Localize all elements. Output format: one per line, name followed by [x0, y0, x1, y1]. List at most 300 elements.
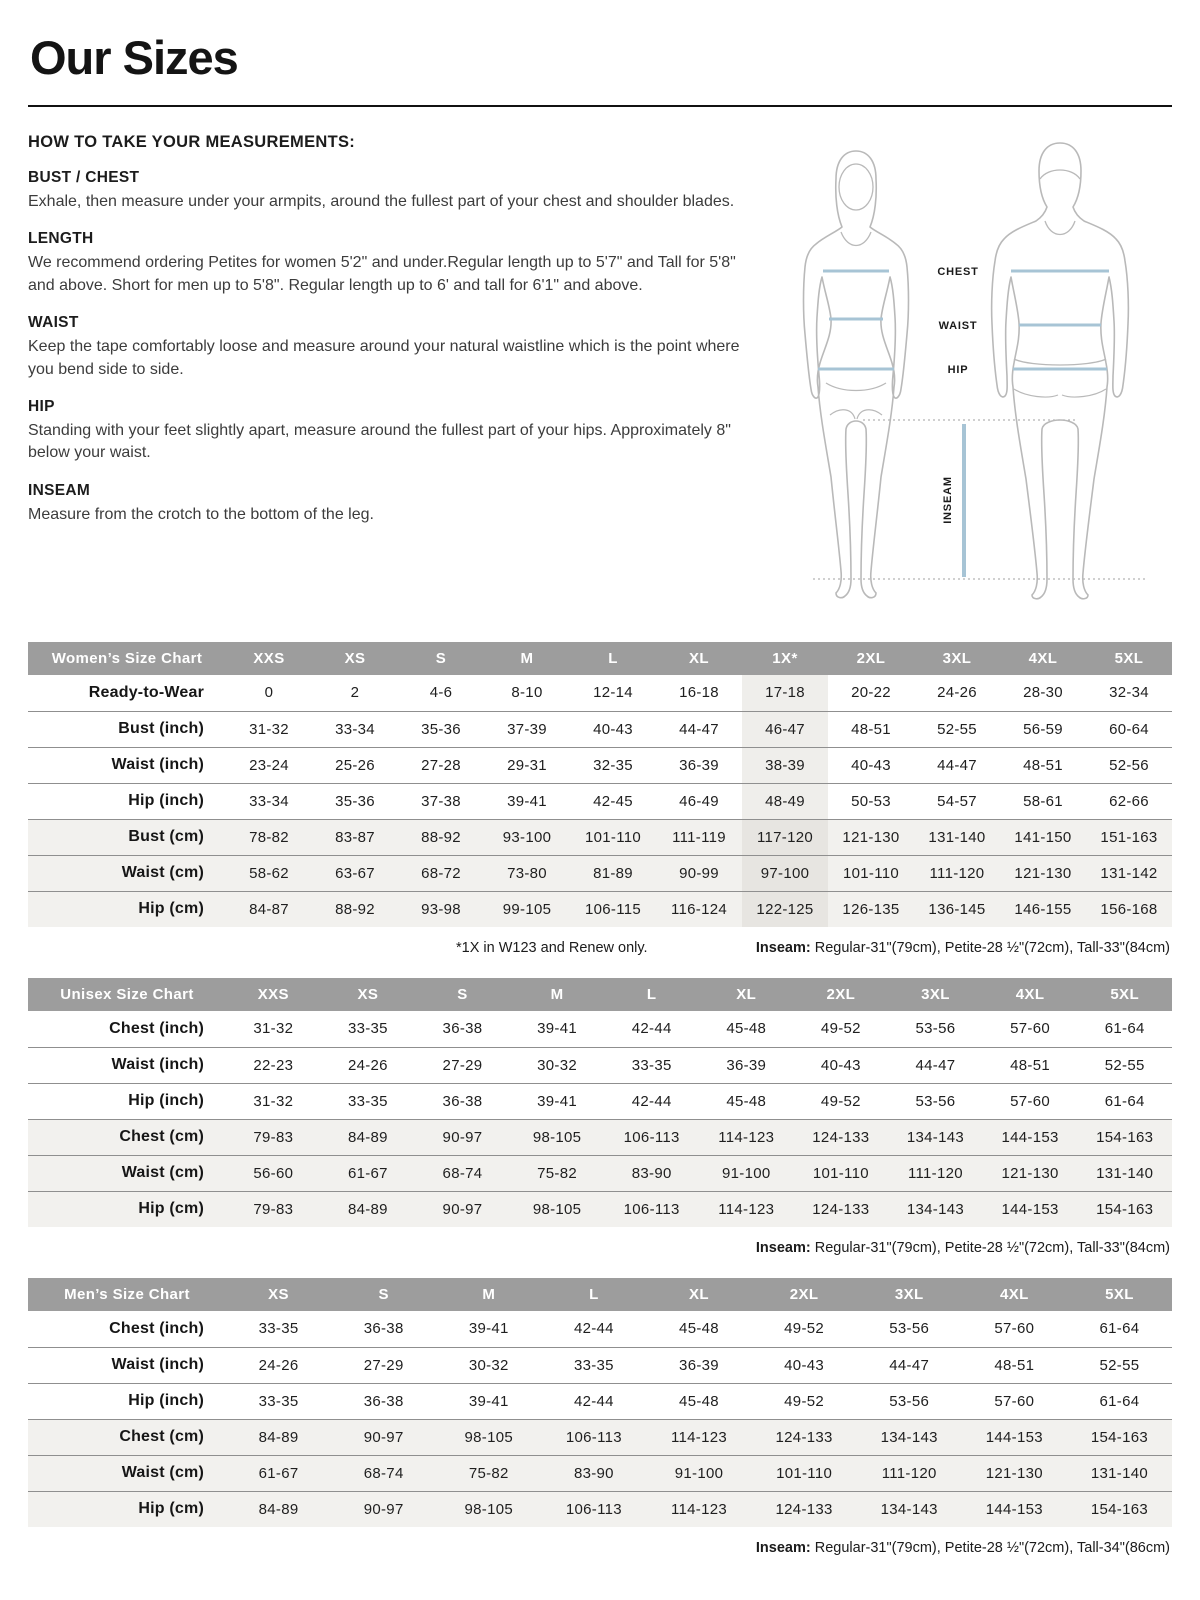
table-title: Men’s Size Chart [28, 1278, 226, 1311]
size-cell: 28-30 [1000, 675, 1086, 711]
size-cell: 20-22 [828, 675, 914, 711]
table-row [28, 1491, 1172, 1527]
size-cell: 57-60 [983, 1083, 1078, 1119]
size-cell: 81-89 [570, 855, 656, 891]
size-cell: 49-52 [794, 1011, 889, 1047]
column-header-xxs: XXS [226, 978, 321, 1011]
section-inseam [28, 482, 764, 526]
size-cell: 61-67 [321, 1155, 416, 1191]
size-cell: 144-153 [962, 1491, 1067, 1527]
size-cell: 154-163 [1067, 1419, 1172, 1455]
row-label: Hip (inch) [28, 1383, 226, 1419]
size-cell: 48-51 [983, 1047, 1078, 1083]
size-cell: 121-130 [983, 1155, 1078, 1191]
size-cell: 134-143 [857, 1491, 962, 1527]
size-cell: 114-123 [646, 1419, 751, 1455]
male-figure [992, 143, 1129, 599]
size-cell: 114-123 [646, 1491, 751, 1527]
female-neckline [841, 232, 871, 246]
column-header-xl: XL [646, 1278, 751, 1311]
row-label: Waist (cm) [28, 1455, 226, 1491]
row-label: Waist (inch) [28, 747, 226, 783]
row-label: Hip (inch) [28, 783, 226, 819]
row-label: Waist (cm) [28, 1155, 226, 1191]
inseam-note-text: Regular-31"(79cm), Petite-28 ½"(72cm), Tall-34"(86cm) [810, 1540, 1170, 1556]
size-cell: 48-49 [742, 783, 828, 819]
size-cell: 146-155 [1000, 891, 1086, 927]
size-cell: 131-140 [1077, 1155, 1172, 1191]
size-cell: 101-110 [752, 1455, 857, 1491]
size-cell: 79-83 [226, 1119, 321, 1155]
size-cell: 101-110 [570, 819, 656, 855]
size-cell: 114-123 [699, 1191, 794, 1227]
size-cell: 84-89 [226, 1491, 331, 1527]
size-cell: 53-56 [888, 1011, 983, 1047]
section-body: Exhale, then measure under your armpits, around the fullest part of your chest and shoulder blades. [28, 193, 735, 210]
unisex-size-chart-section [28, 978, 1172, 1258]
size-cell: 36-38 [415, 1011, 510, 1047]
size-cell: 53-56 [857, 1383, 962, 1419]
section-waist [28, 314, 764, 381]
size-cell: 106-113 [604, 1119, 699, 1155]
size-cell: 48-51 [828, 711, 914, 747]
size-cell: 49-52 [794, 1083, 889, 1119]
size-cell: 23-24 [226, 747, 312, 783]
size-cell: 56-60 [226, 1155, 321, 1191]
womens-table-container [28, 642, 1172, 927]
column-header-5xl: 5XL [1077, 978, 1172, 1011]
size-cell: 46-49 [656, 783, 742, 819]
size-cell: 154-163 [1077, 1119, 1172, 1155]
column-header-l: L [604, 978, 699, 1011]
size-cell: 111-120 [888, 1155, 983, 1191]
size-cell: 33-35 [226, 1383, 331, 1419]
measurement-diagram [768, 129, 1172, 614]
column-header-xs: XS [312, 642, 398, 675]
size-cell: 42-44 [541, 1311, 646, 1347]
size-cell: 144-153 [983, 1191, 1078, 1227]
size-cell: 111-120 [914, 855, 1000, 891]
size-cell: 98-105 [436, 1419, 541, 1455]
column-header-l: L [570, 642, 656, 675]
table-row [28, 891, 1172, 927]
section-hip [28, 398, 764, 465]
size-cell: 35-36 [398, 711, 484, 747]
size-cell: 52-55 [1077, 1047, 1172, 1083]
row-label: Chest (cm) [28, 1119, 226, 1155]
size-cell: 44-47 [888, 1047, 983, 1083]
size-cell: 68-74 [331, 1455, 436, 1491]
female-brief-leg-left [830, 410, 855, 419]
hip-label: HIP [947, 364, 969, 376]
size-cell: 68-72 [398, 855, 484, 891]
column-header-3xl: 3XL [888, 978, 983, 1011]
row-label: Hip (inch) [28, 1083, 226, 1119]
female-figure [804, 151, 909, 598]
size-cell: 42-44 [604, 1011, 699, 1047]
size-cell: 58-61 [1000, 783, 1086, 819]
size-cell: 73-80 [484, 855, 570, 891]
size-cell: 88-92 [312, 891, 398, 927]
header-row [28, 978, 1172, 1011]
size-cell: 62-66 [1086, 783, 1172, 819]
size-cell: 90-97 [331, 1419, 436, 1455]
size-cell: 121-130 [1000, 855, 1086, 891]
size-cell: 44-47 [857, 1347, 962, 1383]
column-header-m: M [510, 978, 605, 1011]
size-cell: 83-90 [541, 1455, 646, 1491]
size-cell: 29-31 [484, 747, 570, 783]
body-measurement-illustration [768, 129, 1172, 609]
womens-footnote [28, 940, 1170, 958]
size-cell: 61-67 [226, 1455, 331, 1491]
male-hairline [1040, 170, 1080, 179]
column-header-m: M [484, 642, 570, 675]
size-cell: 106-113 [541, 1491, 646, 1527]
table-row [28, 1311, 1172, 1347]
table-row [28, 1455, 1172, 1491]
size-cell: 33-35 [541, 1347, 646, 1383]
female-face-outline [839, 164, 873, 210]
size-cell: 151-163 [1086, 819, 1172, 855]
row-label: Chest (inch) [28, 1011, 226, 1047]
mens-footnote [28, 1540, 1170, 1558]
size-cell: 53-56 [857, 1311, 962, 1347]
size-cell: 42-45 [570, 783, 656, 819]
size-cell: 40-43 [752, 1347, 857, 1383]
table-row [28, 819, 1172, 855]
section-title: BUST / CHEST [28, 169, 140, 186]
size-cell: 106-113 [541, 1419, 646, 1455]
size-cell: 33-34 [312, 711, 398, 747]
female-brief-leg-right [857, 410, 882, 419]
size-cell: 45-48 [646, 1311, 751, 1347]
size-cell: 131-140 [914, 819, 1000, 855]
column-header-xxs: XXS [226, 642, 312, 675]
table-row [28, 1155, 1172, 1191]
how-to-heading: HOW TO TAKE YOUR MEASUREMENTS: [28, 133, 356, 151]
size-cell: 22-23 [226, 1047, 321, 1083]
size-cell: 27-29 [415, 1047, 510, 1083]
size-cell: 31-32 [226, 711, 312, 747]
size-cell: 83-90 [604, 1155, 699, 1191]
size-cell: 124-133 [752, 1419, 857, 1455]
column-header-xs: XS [321, 978, 416, 1011]
womens-inseam-note [756, 940, 1170, 956]
size-cell: 91-100 [646, 1455, 751, 1491]
size-cell: 131-142 [1086, 855, 1172, 891]
onex-availability-note: *1X in W123 and Renew only. [456, 940, 648, 956]
size-cell: 31-32 [226, 1083, 321, 1119]
size-cell: 124-133 [752, 1491, 857, 1527]
size-cell: 39-41 [436, 1383, 541, 1419]
size-cell: 124-133 [794, 1191, 889, 1227]
section-bust-chest [28, 169, 764, 213]
size-cell: 30-32 [510, 1047, 605, 1083]
size-cell: 39-41 [510, 1083, 605, 1119]
inseam-note-label: Inseam: [755, 1540, 811, 1556]
size-cell: 39-41 [510, 1011, 605, 1047]
table-row [28, 1119, 1172, 1155]
unisex-footnote [28, 1240, 1170, 1258]
size-cell: 83-87 [312, 819, 398, 855]
size-cell: 144-153 [962, 1419, 1067, 1455]
size-cell: 50-53 [828, 783, 914, 819]
column-header-s: S [398, 642, 484, 675]
section-body: Standing with your feet slightly apart, measure around the fullest part of your hips. Approximately 8" below your waist. [28, 421, 731, 462]
male-shorts-waistband [1014, 359, 1106, 365]
size-cell: 93-98 [398, 891, 484, 927]
table-title: Unisex Size Chart [28, 978, 226, 1011]
size-cell: 90-97 [331, 1491, 436, 1527]
column-header-5xl: 5XL [1086, 642, 1172, 675]
size-cell: 144-153 [983, 1119, 1078, 1155]
size-cell: 141-150 [1000, 819, 1086, 855]
size-cell: 25-26 [312, 747, 398, 783]
column-header-s: S [331, 1278, 436, 1311]
column-header-1x: 1X* [742, 642, 828, 675]
size-cell: 60-64 [1086, 711, 1172, 747]
size-cell: 136-145 [914, 891, 1000, 927]
size-cell: 37-39 [484, 711, 570, 747]
inseam-note-label: Inseam: [755, 940, 811, 956]
row-label: Bust (cm) [28, 819, 226, 855]
size-cell: 49-52 [752, 1383, 857, 1419]
size-cell: 24-26 [226, 1347, 331, 1383]
size-cell: 84-89 [226, 1419, 331, 1455]
column-header-4xl: 4XL [1000, 642, 1086, 675]
size-cell: 36-38 [331, 1383, 436, 1419]
male-shorts-hem-left [1014, 389, 1058, 397]
column-header-2xl: 2XL [828, 642, 914, 675]
size-cell: 90-99 [656, 855, 742, 891]
size-cell: 61-64 [1077, 1011, 1172, 1047]
womens-size-chart-section [28, 642, 1172, 958]
size-cell: 124-133 [794, 1119, 889, 1155]
size-cell: 36-38 [331, 1311, 436, 1347]
mens-size-table [28, 1278, 1172, 1527]
size-cell: 48-51 [962, 1347, 1067, 1383]
inseam-note-text: Regular-31"(79cm), Petite-28 ½"(72cm), Tall-33"(84cm) [810, 1240, 1170, 1256]
size-cell: 156-168 [1086, 891, 1172, 927]
size-cell: 88-92 [398, 819, 484, 855]
size-cell: 134-143 [888, 1191, 983, 1227]
table-row [28, 855, 1172, 891]
column-header-2xl: 2XL [752, 1278, 857, 1311]
size-cell: 52-55 [914, 711, 1000, 747]
section-title: WAIST [28, 314, 79, 332]
male-neckline [1045, 221, 1075, 235]
column-header-s: S [415, 978, 510, 1011]
size-cell: 36-39 [646, 1347, 751, 1383]
female-brief-waistband [826, 383, 886, 391]
size-cell: 75-82 [510, 1155, 605, 1191]
size-cell: 49-52 [752, 1311, 857, 1347]
size-cell: 45-48 [699, 1083, 794, 1119]
size-cell: 91-100 [699, 1155, 794, 1191]
size-cell: 61-64 [1067, 1311, 1172, 1347]
size-cell: 31-32 [226, 1011, 321, 1047]
measurement-instructions-block [28, 133, 1172, 614]
size-cell: 32-35 [570, 747, 656, 783]
size-cell: 44-47 [656, 711, 742, 747]
size-cell: 84-89 [321, 1191, 416, 1227]
size-cell: 12-14 [570, 675, 656, 711]
size-cell: 38-39 [742, 747, 828, 783]
column-header-2xl: 2XL [794, 978, 889, 1011]
size-cell: 39-41 [484, 783, 570, 819]
size-cell: 154-163 [1067, 1491, 1172, 1527]
size-cell: 97-100 [742, 855, 828, 891]
column-header-xl: XL [699, 978, 794, 1011]
size-cell: 122-125 [742, 891, 828, 927]
column-header-3xl: 3XL [914, 642, 1000, 675]
size-cell: 45-48 [699, 1011, 794, 1047]
size-cell: 32-34 [1086, 675, 1172, 711]
size-cell: 111-119 [656, 819, 742, 855]
size-cell: 98-105 [436, 1491, 541, 1527]
size-cell: 134-143 [888, 1119, 983, 1155]
womens-size-table [28, 642, 1172, 927]
unisex-table-container [28, 978, 1172, 1227]
size-cell: 106-113 [604, 1191, 699, 1227]
size-cell: 63-67 [312, 855, 398, 891]
size-cell: 61-64 [1077, 1083, 1172, 1119]
inseam-label: INSEAM [942, 476, 954, 524]
size-cell: 117-120 [742, 819, 828, 855]
row-label: Waist (inch) [28, 1347, 226, 1383]
table-row [28, 1011, 1172, 1047]
size-cell: 53-56 [888, 1083, 983, 1119]
size-cell: 35-36 [312, 783, 398, 819]
row-label: Waist (inch) [28, 1047, 226, 1083]
row-label: Hip (cm) [28, 891, 226, 927]
size-cell: 52-55 [1067, 1347, 1172, 1383]
section-body: Keep the tape comfortably loose and measure around your natural waistline which is the point where you bend side to side. [28, 338, 740, 378]
inseam-note-text: Regular-31"(79cm), Petite-28 ½"(72cm), Tall-33"(84cm) [810, 940, 1170, 956]
row-label: Chest (cm) [28, 1419, 226, 1455]
size-cell: 84-87 [226, 891, 312, 927]
size-cell: 98-105 [510, 1119, 605, 1155]
size-cell: 78-82 [226, 819, 312, 855]
section-body: Measure from the crotch to the bottom of the leg. [28, 505, 374, 523]
size-cell: 79-83 [226, 1191, 321, 1227]
row-label: Bust (inch) [28, 711, 226, 747]
size-cell: 57-60 [983, 1011, 1078, 1047]
table-title: Women’s Size Chart [28, 642, 226, 675]
table-row [28, 1083, 1172, 1119]
column-header-4xl: 4XL [983, 978, 1078, 1011]
table-row [28, 747, 1172, 783]
size-cell: 101-110 [828, 855, 914, 891]
size-cell: 99-105 [484, 891, 570, 927]
column-header-3xl: 3XL [857, 1278, 962, 1311]
table-row [28, 711, 1172, 747]
size-cell: 46-47 [742, 711, 828, 747]
size-cell: 36-39 [656, 747, 742, 783]
size-cell: 24-26 [914, 675, 1000, 711]
size-cell: 75-82 [436, 1455, 541, 1491]
column-header-5xl: 5XL [1067, 1278, 1172, 1311]
column-header-xs: XS [226, 1278, 331, 1311]
size-cell: 106-115 [570, 891, 656, 927]
size-cell: 0 [226, 675, 312, 711]
size-cell: 33-35 [226, 1311, 331, 1347]
unisex-inseam-note [756, 1240, 1170, 1256]
size-cell: 116-124 [656, 891, 742, 927]
table-row [28, 1047, 1172, 1083]
size-cell: 30-32 [436, 1347, 541, 1383]
size-cell: 121-130 [828, 819, 914, 855]
size-cell: 16-18 [656, 675, 742, 711]
size-cell: 57-60 [962, 1311, 1067, 1347]
size-cell: 84-89 [321, 1119, 416, 1155]
size-cell: 154-163 [1077, 1191, 1172, 1227]
size-cell: 44-47 [914, 747, 1000, 783]
size-cell: 40-43 [828, 747, 914, 783]
column-header-xl: XL [656, 642, 742, 675]
size-cell: 101-110 [794, 1155, 889, 1191]
table-row [28, 1347, 1172, 1383]
size-cell: 33-35 [604, 1047, 699, 1083]
how-to-measure-column [28, 133, 764, 526]
size-cell: 4-6 [398, 675, 484, 711]
table-row [28, 783, 1172, 819]
size-cell: 54-57 [914, 783, 1000, 819]
size-cell: 33-35 [321, 1011, 416, 1047]
size-cell: 114-123 [699, 1119, 794, 1155]
size-cell: 39-41 [436, 1311, 541, 1347]
size-cell: 98-105 [510, 1191, 605, 1227]
row-label: Hip (cm) [28, 1191, 226, 1227]
size-cell: 24-26 [321, 1047, 416, 1083]
table-row [28, 1191, 1172, 1227]
size-cell: 2 [312, 675, 398, 711]
size-cell: 36-38 [415, 1083, 510, 1119]
column-header-4xl: 4XL [962, 1278, 1067, 1311]
section-body: We recommend ordering Petites for women 5'2" and under.Regular length up to 5'7" and Tall for 5'8" and above. Short for men up to 5'8". Regular length up to 6' and tall for 6'1" and above. [28, 254, 736, 294]
size-cell: 27-28 [398, 747, 484, 783]
section-length [28, 230, 764, 297]
table-row [28, 1419, 1172, 1455]
size-cell: 121-130 [962, 1455, 1067, 1491]
size-cell: 42-44 [604, 1083, 699, 1119]
size-cell: 90-97 [415, 1119, 510, 1155]
size-cell: 111-120 [857, 1455, 962, 1491]
header-row [28, 1278, 1172, 1311]
size-cell: 48-51 [1000, 747, 1086, 783]
section-title: INSEAM [28, 481, 91, 499]
male-shorts-hem-right [1062, 389, 1106, 397]
title-divider [28, 105, 1172, 107]
waist-label: WAIST [938, 320, 978, 332]
size-cell: 27-29 [331, 1347, 436, 1383]
size-cell: 42-44 [541, 1383, 646, 1419]
section-title: LENGTH [28, 230, 94, 248]
row-label: Hip (cm) [28, 1491, 226, 1527]
table-row [28, 675, 1172, 711]
size-cell: 33-35 [321, 1083, 416, 1119]
size-cell: 126-135 [828, 891, 914, 927]
mens-size-chart-section [28, 1278, 1172, 1558]
mens-table-container [28, 1278, 1172, 1527]
size-cell: 40-43 [570, 711, 656, 747]
size-cell: 68-74 [415, 1155, 510, 1191]
table-row [28, 1383, 1172, 1419]
size-cell: 52-56 [1086, 747, 1172, 783]
section-title: HIP [28, 397, 55, 415]
size-cell: 134-143 [857, 1419, 962, 1455]
